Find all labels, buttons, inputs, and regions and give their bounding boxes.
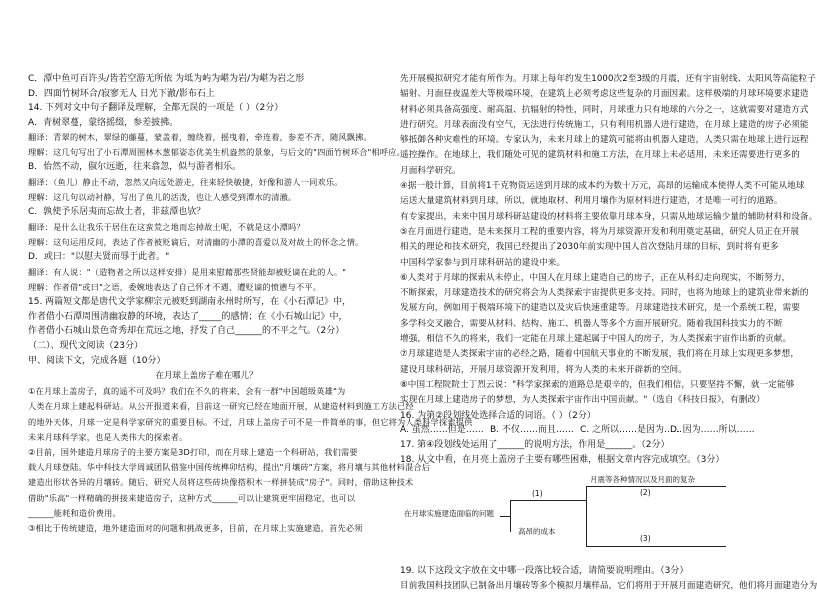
text-line: 翻译：有人说："（造物者之所以这样安排）是用来慰藉那些贤能却被贬谪在此的人。" (28, 266, 347, 277)
text-line: A．青树翠蔓，蒙络摇缀，参差披拂。 (28, 117, 179, 128)
text-line: D．四面竹树环合/寂寥无人 日光下澈/影布石上 (28, 88, 215, 99)
text-line: 理解：这几句以动衬静，写出了鱼儿的活泼，也让人感受到潭水的清澈。 (28, 192, 297, 203)
text-line: 的地外天体，月球一定是科学家研究的重要目标。不过，月球上盖房子可不是一件简单的事，但它将为人类科学探索提供 (28, 416, 473, 427)
text-line: 相关的理论和技术研究，我国已经提出了2030年前实现中国人首次登陆月球的目标，到时将有更多 (400, 242, 779, 253)
text-line: 理解：作者借"或曰"之语，委婉地表达了自己怀才不遇、遭贬谪的愤懑与不平。 (28, 281, 322, 292)
text-line: 材料必须具备高强度、耐高温、抗辐射的特性，同时，月球重力只有地球的六分之一，这就需要对建造方式 (400, 104, 809, 115)
q19-passage: 目前我国科技团队已制备出月壤砖等多个模拟月壤样品，它们将用于开展月面建造研究，他们将月面建造分为 (400, 581, 817, 592)
text-line: 翻译：（鱼儿）静止不动，忽然又向远处游走，往来轻快敏捷，好像和游人一同欢乐。 (28, 176, 343, 187)
text-line: 甲、阅读下文，完成各题（10分） (28, 355, 166, 366)
text-line: 运送大量建筑材料到月球，所以，就地取材、利用月壤作为原材料进行建造，才是唯一可行的道路。 (400, 196, 783, 207)
text-line: ②目前，国外建造月球房子的主要方案是3D打印，而在月球上建造一个科研站，我们需要 (28, 446, 358, 457)
section-heading: （二）、现代文阅读（23分） (28, 340, 143, 351)
text-line: ①在月球上盖房子，真的遥不可及吗？我们在不久的将来，会有一群"中国超级英雄"为 (28, 386, 346, 397)
text-line: 有专家提出，未来中国月球科研站建设的材料将主要依靠月球本身，只需从地球运输少量的辅助材料和设备。 (400, 211, 817, 222)
text-line: 16. 为第②段划线处选择合适的词语。（ ）（2分） (400, 410, 596, 421)
text-line: 建造出形状各异的月壤砖。随后，研究人员将这些砖块像搭积木一样拼装成"房子"。同时，借助这种技术 (28, 477, 414, 488)
diagram-line (586, 546, 726, 547)
text-line: ______能耗和造价费用。 (28, 507, 121, 518)
text-line: 人类在月球上建起科研站。从公开报道来看，目前这一研究已经在地面开展，从建造材料到施工方法已经 (28, 401, 414, 412)
text-line: 翻译：青翠的树木，翠绿的藤蔓，蒙盖着，缠绕着，摇曳着，牵连着，参差不齐，随风飘拂。 (28, 132, 372, 142)
text-line: 载人月球登陆。华中科技大学周诚团队借鉴中国传统榫卯结构，提出"月壤砖"方案，将月壤与其他材料混合后 (28, 462, 431, 473)
diagram-top-text: 月震等各种情况以及月面的复杂 (590, 475, 695, 485)
text-line: 进行研究。月球表面没有空气，无法进行传统施工，只有利用机器人进行建造，在月球上建造的房子必须能 (400, 119, 809, 130)
diagram-line (500, 516, 510, 517)
text-line: 够抵御各种灾难性的环境。专家认为，未来月球上的建筑可能将由机器人建造，人类只需在地球上进行远程 (400, 135, 809, 146)
question-19: 19. 以下这段文字放在文中哪一段落比较合适，请简要说明理由。（3分） (400, 566, 689, 577)
text-line: ⑦月球建造是人类探索宇宙的必经之路，随着中国航天事业的不断发展，我们将在月球上实现更多梦想， (400, 349, 800, 360)
option-a: A. 虽然……但是…… (400, 425, 484, 436)
text-line: 辐射、月面昼夜温差大等极端环境，在建筑上必须考虑这些复杂的月面因素。这样极端的月球环境要求建造 (400, 89, 809, 100)
text-line: 先开展模拟研究才能有所作为。月球上每年约发生1000次2至3级的月震，还有宇宙射线、太阳风等高能粒子 (400, 74, 816, 84)
text-line: 15. 两篇短文都是唐代文学家柳宗元被贬到湖南永州时所写，在《小石潭记》中， (28, 297, 352, 308)
diagram-line (586, 486, 726, 487)
reading-passage-continued (400, 72, 817, 423)
text-line: ⑥人类对于月球的探索从未停止，中国人在月球上建造自己的房子，正在从科幻走向现实，不断努力， (400, 272, 791, 283)
option-d: D. 因为……所以…… (670, 425, 755, 436)
diagram-mid: 高昂的成本 (518, 527, 556, 537)
text-line: 作者借小石城山景色奇秀却在荒远之地，抒发了自己______的不平之气。（2分） (28, 326, 345, 337)
text-line: 中国科学家参与到月球科研站的建设中来。 (400, 257, 566, 268)
text-line: 14. 下列对文中句子翻译及理解，全都无误的一项是（ ）（2分） (28, 103, 284, 113)
text-line: C．孰使予乐居夷而忘故土者，非兹潭也欤？ (28, 207, 206, 218)
question-18: 18. 从文中看，在月亮上盖房子主要有哪些困难，根据文章内容完成填空。（3分） (400, 455, 725, 466)
text-line: 未来月球科学家，也是人类伟大的探索者。 (28, 431, 188, 442)
text-line: ④据一般计算，目前将1千克物资运送到月球的成本约为数十万元，高昂的运输成本使得人类不可能从地球 (400, 181, 805, 192)
text-line: 多学科交叉融合，需要从材料、结构、施工、机器人等多个方面开展研究。随着我国科技实力的不断 (400, 318, 783, 329)
question-17: 17. 第④段划线处运用了______的说明方法，作用是______。（2分） (400, 440, 670, 451)
text-line: 不断探索，月球建造技术的研究将会为人类探索宇宙提供更多支持。同时，也将为地球上的建筑业带来新的 (400, 288, 809, 299)
passage-title: 在月球上盖房子难在哪儿？ (155, 371, 258, 382)
text-line: 增强，相信不久的将来，我们一定能在月球上建起属于中国人的房子，为人类探索宇宙作出新的贡献。 (400, 334, 792, 345)
diagram-blank-1: (1) (532, 489, 543, 499)
q16-options (400, 423, 774, 438)
diagram-blank-3: (3) (640, 534, 651, 544)
text-line: C．潭中鱼可百许头/皆若空游无所依 为坻为屿为嵁为岩/为嵁为岩之形 (28, 74, 305, 84)
text-line: 翻译：是什么让我乐于居住在这蛮荒之地而忘掉故土呢，不就是这小潭吗？ (28, 221, 305, 232)
text-line: ⑧中国工程院院士丁烈云说："科学家探索的道路总是艰辛的，但我们相信，只要坚持不懈，就一定能够 (400, 379, 795, 390)
diagram-line (586, 486, 587, 546)
option-b: B. 不仅……而且…… (490, 425, 574, 436)
text-line: B．佁然不动，俶尔远逝，往来翕忽，似与游者相乐。 (28, 162, 242, 173)
diagram-line (510, 500, 511, 532)
text-line: 月面科学研究。 (400, 165, 461, 176)
text-line: ⑤在月面进行建造，是未来探月工程的重要内容，将为月球资源开发和利用奠定基础，研究人员正在开展 (400, 226, 800, 237)
text-line: D．或曰："以慰夫贤而辱于此者。" (28, 252, 170, 263)
diagram-line (510, 500, 586, 501)
right-column (400, 72, 817, 594)
text-line: 理解：这几句写出了小石潭周围林木葱郁姿态优美生机盎然的景象，与后文的"四面竹树环合"相呼应。 (28, 147, 405, 158)
text-line: 实现在月球上建造房子的梦想，为人类探索宇宙作出中国贡献。"（选自《科技日报》，有删改） (400, 395, 765, 406)
text-line: 发展方向，例如用于极端环境下的建造以及灾后快速重建等。月球建造技术研究，是一个系统工程，需要 (400, 303, 800, 314)
diagram-root: 在月球实施建造面临的问题 (404, 509, 494, 519)
text-line: 作者借小石潭周围清幽寂静的环境，表达了_____的感情；在《小石城山记》中， (28, 311, 348, 322)
text-line: ③相比于传统建造，地外建造面对的问题和挑战更多，目前，在月球上实施建造，首先必须 (28, 522, 363, 533)
option-c: C. 之所以……是因为…… (580, 425, 683, 436)
text-line: 建设月球科研站，开展月球资源开发利用，将为人类的未来开辟新的空间。 (400, 364, 687, 375)
text-line: 遥控操作。在地球上，我们随处可见的建筑材料和施工方法，在月球上未必适用，未来还需要进行更多的 (400, 150, 800, 161)
text-line: 借助"乐高"一样精确的拼接来建造房子，这种方式______可以让建筑更牢固稳定，也可以 (28, 492, 356, 503)
diagram-blank-2: (2) (640, 488, 651, 498)
text-line: 理解：这句运用反问，表达了作者被贬谪后，对清幽的小潭的喜爱以及对故土的怀念之情。 (28, 237, 364, 248)
q18-diagram (400, 474, 774, 558)
